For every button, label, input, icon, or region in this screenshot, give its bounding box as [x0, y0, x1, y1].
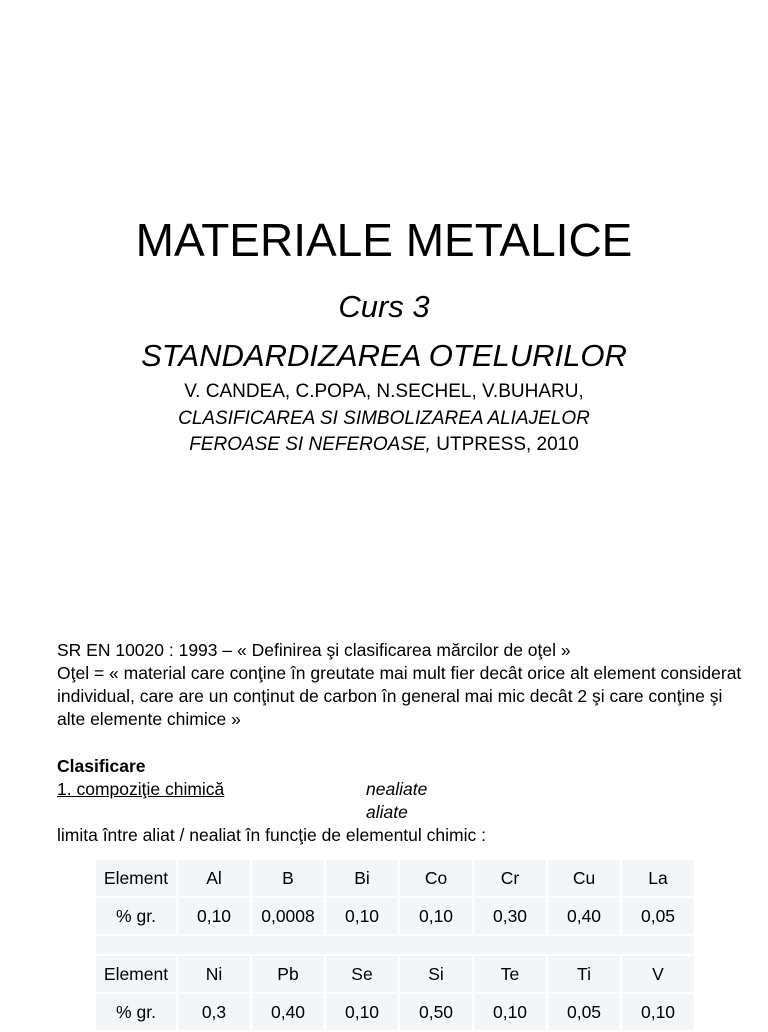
table-header-cell: Element	[96, 956, 176, 992]
classification-criterion: 1. compoziţie chimică	[57, 779, 225, 799]
element-cell: Al	[178, 860, 250, 896]
option-nealiate: nealiate	[366, 779, 428, 799]
element-cell: Ti	[548, 956, 620, 992]
element-cell: Te	[474, 956, 546, 992]
element-cell: Ni	[178, 956, 250, 992]
element-cell: V	[622, 956, 694, 992]
value-cell: 0,30	[474, 898, 546, 934]
spacer-cell	[96, 936, 694, 954]
standard-code: SR EN 10020 : 1993	[57, 640, 218, 660]
table-header-cell: % gr.	[96, 994, 176, 1030]
standard-title: – « Definirea şi clasificarea mărcilor de oţel »	[217, 640, 571, 660]
element-cell: Si	[400, 956, 472, 992]
option-aliate: aliate	[366, 802, 408, 822]
table-header-cell: Element	[96, 860, 176, 896]
table-spacer-row	[96, 936, 694, 954]
element-cell: B	[252, 860, 324, 896]
element-cell: Se	[326, 956, 398, 992]
table-row	[96, 956, 694, 992]
reference-line-1: CLASIFICAREA SI SIMBOLIZAREA ALIAJELOR	[178, 408, 590, 429]
value-cell: 0,10	[400, 898, 472, 934]
reference-line-2	[0, 432, 768, 458]
value-cell: 0,10	[178, 898, 250, 934]
element-cell: Pb	[252, 956, 324, 992]
table-row	[96, 860, 694, 896]
authors-line: V. CANDEA, C.POPA, N.SECHEL, V.BUHARU,	[184, 381, 584, 402]
value-cell: 0,40	[548, 898, 620, 934]
reference-title-part: FEROASE SI NEFEROASE,	[189, 434, 431, 455]
document-title: MATERIALE METALICE	[135, 214, 633, 266]
value-cell: 0,10	[622, 994, 694, 1030]
value-cell: 0,50	[400, 994, 472, 1030]
steel-definition: Oţel = « material care conţine în greutate mai mult fier decât orice alt element considerat individual, care are un conţinut de carbon în general mai mic decât 2 şi care conţine şi alte elemente chimice »	[57, 663, 742, 729]
value-cell: 0,10	[326, 898, 398, 934]
value-cell: 0,0008	[252, 898, 324, 934]
element-cell: Cr	[474, 860, 546, 896]
limit-text: limita între aliat / nealiat în funcţie de elementul chimic :	[57, 825, 486, 845]
element-cell: Co	[400, 860, 472, 896]
element-cell: Bi	[326, 860, 398, 896]
element-cell: La	[622, 860, 694, 896]
table-row	[96, 898, 694, 934]
value-cell: 0,05	[548, 994, 620, 1030]
table-header-cell: % gr.	[96, 898, 176, 934]
value-cell: 0,40	[252, 994, 324, 1030]
value-cell: 0,10	[326, 994, 398, 1030]
value-cell: 0,10	[474, 994, 546, 1030]
reference-publisher: UTPRESS, 2010	[430, 434, 579, 455]
classification-heading: Clasificare	[57, 756, 146, 776]
table-row	[96, 994, 694, 1030]
element-cell: Cu	[548, 860, 620, 896]
standard-reference	[57, 639, 747, 662]
value-cell: 0,3	[178, 994, 250, 1030]
document-subtitle: STANDARDIZAREA OTELURILOR	[141, 338, 627, 373]
course-number: Curs 3	[338, 289, 430, 324]
value-cell: 0,05	[622, 898, 694, 934]
element-limit-table	[94, 858, 696, 1032]
